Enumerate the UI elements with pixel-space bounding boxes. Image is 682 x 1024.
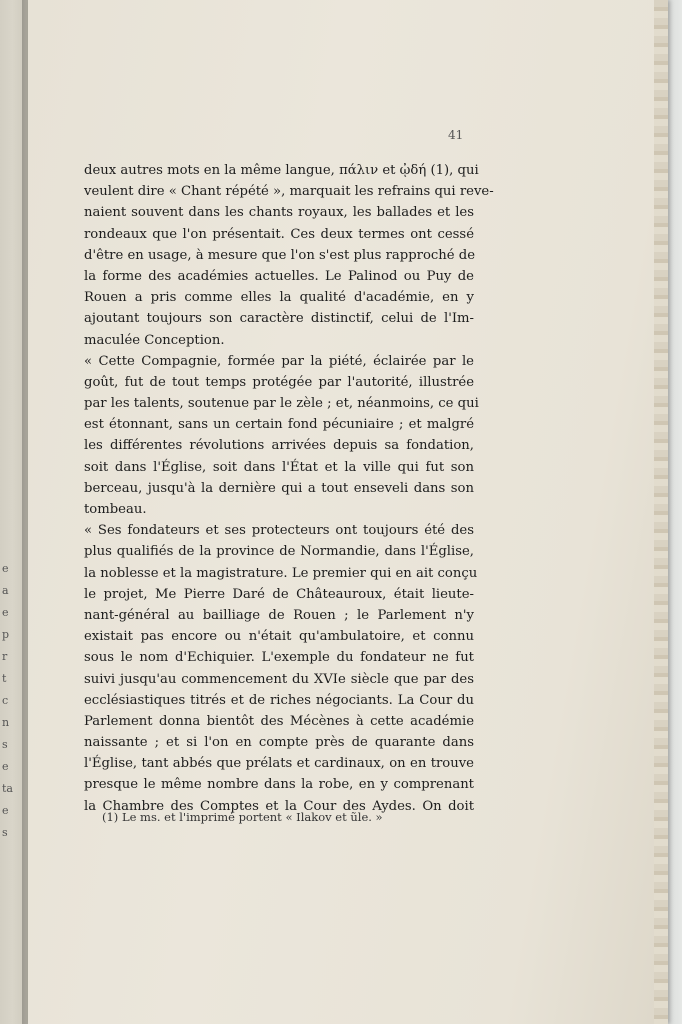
text-line: soit dans l'Église, soit dans l'État et la ville qui fut son <box>84 459 474 475</box>
text-line: « Ses fondateurs et ses protecteurs ont toujours été des <box>84 523 474 539</box>
text-line: la forme des académies actuelles. Le Palinod ou Puy de <box>84 268 474 284</box>
text-line: par les talents, soutenue par le zèle ; et, néanmoins, ce qui <box>84 396 479 412</box>
text-line: naissante ; et si l'on en compte près de quarante dans <box>84 735 474 751</box>
text-line: ecclésiastiques titrés et de riches négociants. La Cour du <box>84 692 474 708</box>
page-number: 41 <box>448 128 464 142</box>
text-line: Parlement donna bientôt des Mécènes à cette académie <box>84 713 474 729</box>
facing-page-fragment: ta <box>2 782 13 795</box>
text-line: plus qualifiés de la province de Normandie, dans l'Église, <box>84 544 474 560</box>
text-line: goût, fut de tout temps protégée par l'autorité, illustrée <box>84 374 474 390</box>
book-page <box>28 0 668 1024</box>
facing-page-fragment: s <box>2 826 8 839</box>
facing-page-fragment: r <box>2 650 8 663</box>
text-line: presque le même nombre dans la robe, en y comprenant <box>84 777 474 793</box>
text-line: existait pas encore ou n'était qu'ambulatoire, et connu <box>84 629 474 645</box>
text-line: la Chambre des Comptes et la Cour des Aydes. On doit <box>84 798 474 814</box>
text-line: sous le nom d'Echiquier. L'exemple du fondateur ne fut <box>84 650 474 666</box>
facing-page-fragment: p <box>2 628 10 641</box>
text-line: le projet, Me Pierre Daré de Châteauroux, était lieute- <box>84 586 474 602</box>
deckle-edge <box>654 0 668 1024</box>
text-line: rondeaux que l'on présentait. Ces deux termes ont cessé <box>84 226 474 242</box>
text-line: est étonnant, sans un certain fond pécuniaire ; et malgré <box>84 417 474 433</box>
text-line: les différentes révolutions arrivées depuis sa fondation, <box>84 438 474 454</box>
facing-page-fragment: t <box>2 672 7 685</box>
text-line: nant-général au bailliage de Rouen ; le Parlement n'y <box>84 607 474 623</box>
body-text <box>84 160 494 817</box>
text-line: « Cette Compagnie, formée par la piété, éclairée par le <box>84 353 474 369</box>
text-line: Rouen a pris comme elles la qualité d'académie, en y <box>84 290 474 306</box>
text-line: l'Église, tant abbés que prélats et cardinaux, on en trouve <box>84 756 474 772</box>
text-line: tombeau. <box>84 502 147 517</box>
facing-page-fragment: s <box>2 738 8 751</box>
facing-page-fragment: e <box>2 606 9 619</box>
text-line: veulent dire « Chant répété », marquait les refrains qui reve- <box>84 184 494 200</box>
text-line: maculée Conception. <box>84 332 225 348</box>
facing-page-fragment: e <box>2 804 9 817</box>
facing-page-fragment: a <box>2 584 9 597</box>
text-line: suivi jusqu'au commencement du XVIe siècle que par des <box>84 671 474 687</box>
text-line: ajoutant toujours son caractère distinctif, celui de l'Im- <box>84 311 474 327</box>
facing-page-fragment: n <box>2 716 10 729</box>
facing-page-fragment: e <box>2 562 9 575</box>
text-line: la noblesse et la magistrature. Le premier qui en ait conçu <box>84 565 478 581</box>
footnote: (1) Le ms. et l'imprimé portent « Ilakov et ũle. » <box>102 810 383 824</box>
facing-page-fragment: e <box>2 760 9 773</box>
text-line: naient souvent dans les chants royaux, les ballades et les <box>84 205 474 221</box>
facing-page-fragment: c <box>2 694 9 707</box>
text-line: deux autres mots en la même langue, πάλιν et ᾠδή (1), qui <box>84 163 479 178</box>
text-line: berceau, jusqu'à la dernière qui a tout enseveli dans son <box>84 480 474 496</box>
text-line: d'être en usage, à mesure que l'on s'est plus rapproché de <box>84 247 476 263</box>
